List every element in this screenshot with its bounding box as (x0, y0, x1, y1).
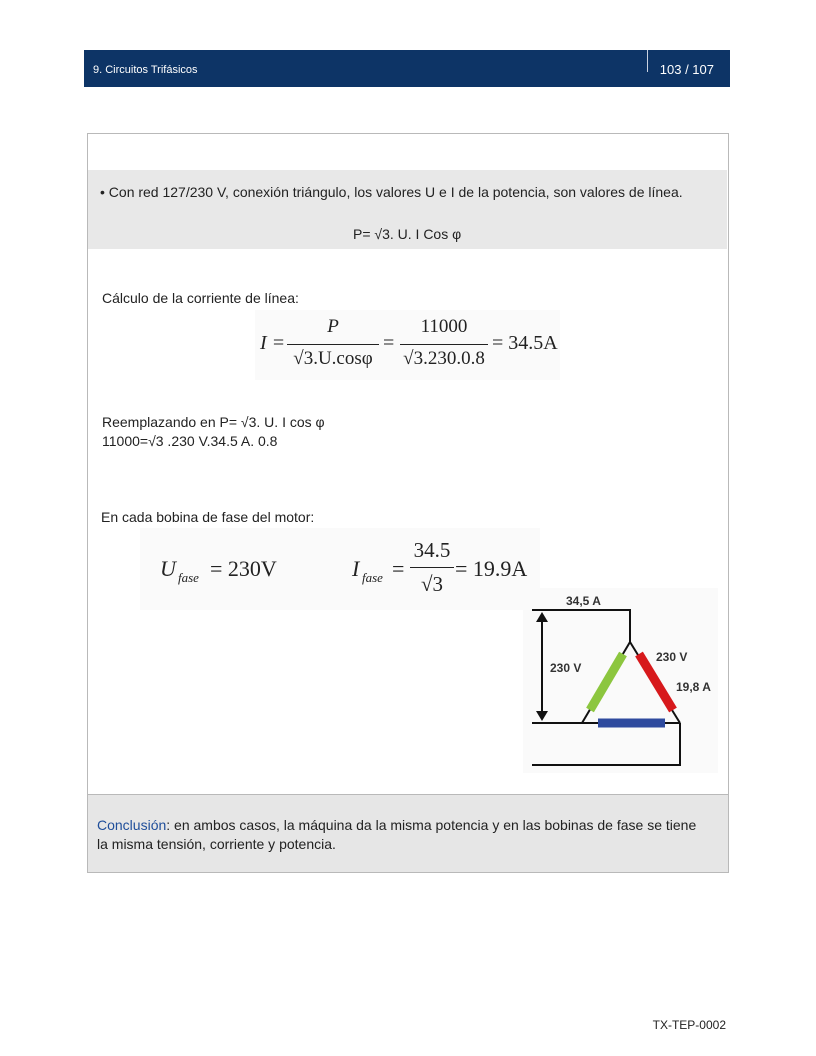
i-numerator: 34.5 (413, 538, 451, 562)
page-header (84, 50, 730, 87)
phase-current-label: 19,8 A (676, 680, 711, 694)
u-symbol: U (160, 556, 176, 581)
phase-voltage-label: 230 V (656, 650, 688, 664)
calc-label: Cálculo de la corriente de línea: (102, 290, 299, 306)
intro-bullet: • Con red 127/230 V, conexión triángulo, los valores U e I de la potencia, son valores de línea. (100, 184, 683, 200)
i-subscript: fase (362, 570, 383, 585)
phase-label: En cada bobina de fase del motor: (101, 509, 315, 525)
u-subscript: fase (178, 570, 199, 585)
conclusion-label: Conclusión (97, 817, 167, 833)
current-equation: I = P √3.U.cosφ = 11000 √3.230.0.8 = 34.5A (255, 310, 560, 380)
eq-result: = 34.5A (492, 332, 558, 354)
u-value: = 230V (210, 556, 277, 581)
chapter-title: 9. Circuitos Trifásicos (93, 64, 198, 76)
eq-num2: 11000 (420, 316, 468, 337)
page-number: 103 / 107 (659, 62, 714, 77)
line-current-label: 34,5 A (566, 594, 601, 608)
replace-line1: Reemplazando en P= √3. U. I cos φ (102, 414, 325, 430)
eq-num1: P (327, 316, 339, 337)
document-code: TX-TEP-0002 (652, 1018, 726, 1032)
replace-line2: 11000=√3 .230 V.34.5 A. 0.8 (102, 433, 278, 449)
divider (647, 50, 648, 72)
power-formula: P= √3. U. I Cos φ (353, 226, 462, 242)
eq-den1: √3.U.cosφ (293, 348, 373, 369)
delta-connection-diagram (523, 588, 718, 773)
conclusion-body: : en ambos casos, la máquina da la misma potencia y en las bobinas de fase se tiene la misma tensión, corriente y potencia. (97, 817, 697, 852)
eq-lhs: I = (260, 332, 286, 354)
eq-den2: √3.230.0.8 (403, 348, 485, 369)
conclusion-text (97, 816, 707, 854)
line-voltage-label: 230 V (550, 661, 582, 675)
i-symbol: I (352, 556, 360, 581)
phase-equations: U fase = 230V I fase = 34.5 √3 = 19.9A (140, 528, 540, 610)
conclusion-box (87, 794, 729, 873)
i-value: = 19.9A (455, 556, 528, 581)
i-denominator: √3 (420, 572, 444, 596)
